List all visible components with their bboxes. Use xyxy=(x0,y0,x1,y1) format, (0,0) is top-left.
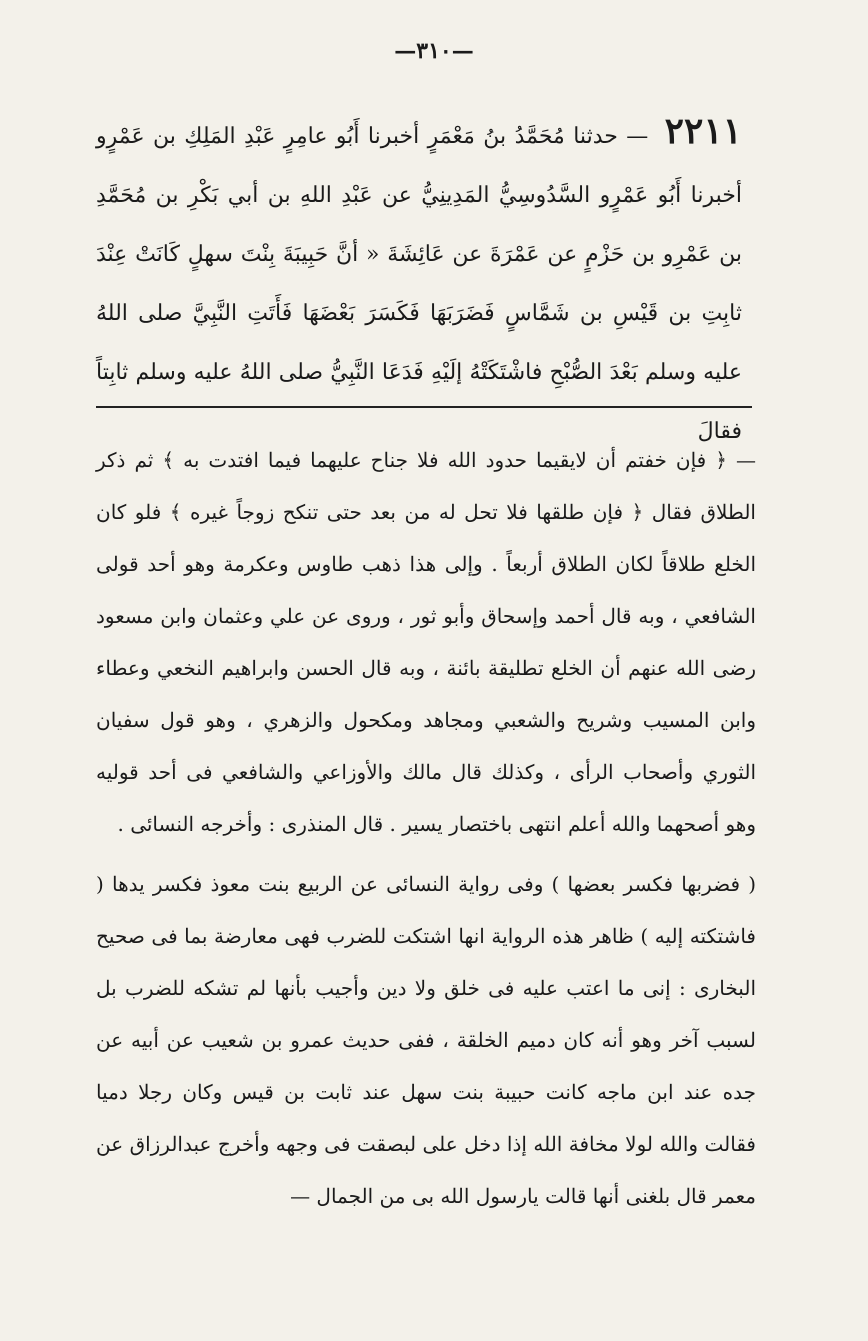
page-number: —٣١٠— xyxy=(394,38,474,64)
hadith-body: — حدثنا مُحَمَّدُ بنُ مَعْمَرٍ أخبرنا أَبُو عامِرٍ عَبْدِ المَلِكِ بن عَمْرٍو أخبرنا أَبُو عَمْرٍو السَّدُوسِيُّ المَدِينِيُّ عن عَبْدِ اللهِ بن أبي بَكْرِ بن مُحَمَّدِ بن عَمْرِو بن حَزْمٍ عن عَمْرَةَ عن عَائِشَةَ « أنَّ حَبِيبَةَ بِنْتَ سهلٍ كَانَتْ عِنْدَ ثابِتِ بن قَيْسِ بن شَمَّاسٍ فَضَرَبَهَا فَكَسَرَ بَعْضَهَا فَأَتَتِ النَّبِيَّ صلى اللهُ عليه وسلم بَعْدَ الصُّبْحِ فاشْتَكَتْهُ إلَيْهِ فَدَعَا النَّبِيُّ صلى اللهُ عليه وسلم ثابِتاً فقالَ xyxy=(96,124,742,444)
hadith-number: ٢٢١١ xyxy=(664,110,742,152)
footnote-divider xyxy=(96,406,752,408)
commentary-block xyxy=(96,434,756,1222)
commentary-paragraph-2: ( فضربها فكسر بعضها ) وفى رواية النسائى عن الربيع بنت معوذ فكسر يدها ( فاشتكته إليه ) ظاهر هذه الرواية انها اشتكت للضرب فهى معارضة بما فى صحيح البخارى : إنى ما اعتب عليه فى خلق ولا دين وأجيب بأنها لم تشكه للضرب بل لسبب آخر وهو أنه كان دميم الخلقة ، ففى حديث عمرو بن شعيب عن أبيه عن جده عند ابن ماجه كانت حبيبة بنت سهل عند ثابت بن قيس وكان رجلا دميا فقالت والله لولا مخافة الله إذا دخل على لبصقت فى وجهه وأخرج عبدالرزاق عن معمر قال بلغنى أنها قالت يارسول الله بى من الجمال — xyxy=(96,872,756,1208)
commentary-paragraph-1: — ﴿ فإن خفتم أن لايقيما حدود الله فلا جناح عليهما فيما افتدت به ﴾ ثم ذكر الطلاق فقال ﴿ فإن طلقها فلا تحل له من بعد حتى تنكح زوجاً غيره ﴾ فلو كان الخلع طلاقاً لكان الطلاق أربعاً . وإلى هذا ذهب طاوس وعكرمة وهو أحد قولى الشافعي ، وبه قال أحمد وإسحاق وأبو ثور ، وروى عن علي وعثمان وابن مسعود رضى الله عنهم أن الخلع تطليقة بائنة ، وبه قال الحسن وابراهيم النخعي وعطاء وابن المسيب وشريح والشعبي ومجاهد ومكحول والزهري ، وهو قول سفيان الثوري وأصحاب الرأى ، وكذلك قال مالك والأوزاعي والشافعي فى أحد قوليه وهو أصحهما والله أعلم انتهى باختصار يسير . قال المنذرى : وأخرجه النسائى . xyxy=(96,448,756,836)
